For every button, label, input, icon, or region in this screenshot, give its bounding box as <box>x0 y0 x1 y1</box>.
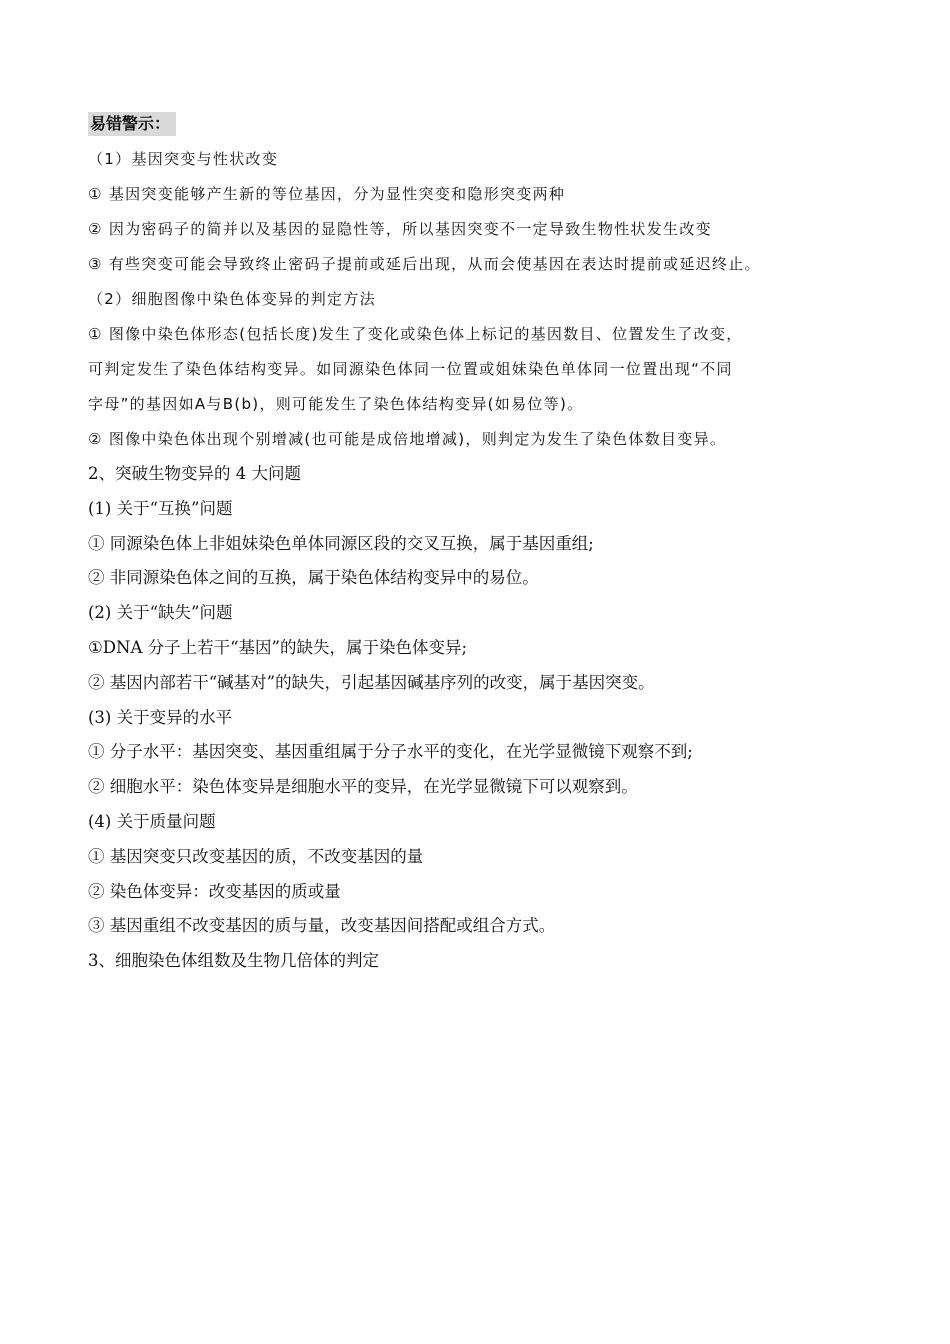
document-page <box>88 112 888 979</box>
body-line: ①DNA 分子上若干“基因”的缺失，属于染色体变异; <box>88 637 468 657</box>
warning-section <box>88 112 888 457</box>
body-line: ① 同源染色体上非姐妹染色单体同源区段的交叉互换，属于基因重组; <box>88 533 594 553</box>
body-line: ② 基因内部若干“碱基对”的缺失，引起基因碱基序列的改变，属于基因突变。 <box>88 672 655 692</box>
body-line: ③ 基因重组不改变基因的质与量，改变基因间搭配或组合方式。 <box>88 916 556 936</box>
warning-line: 可判定发生了染色体结构变异。如同源染色体同一位置或姐妹染色单体同一位置出现“不同 <box>88 360 733 378</box>
warning-line: ② 因为密码子的简并以及基因的显隐性等，所以基因突变不一定导致生物性状发生改变 <box>88 220 712 238</box>
subsection-heading: (4) 关于质量问题 <box>88 811 216 831</box>
body-line: ② 非同源染色体之间的互换，属于染色体结构变异中的易位。 <box>88 568 539 588</box>
warning-line: ③ 有些突变可能会导致终止密码子提前或延后出现，从而会使基因在表达时提前或延迟终止。 <box>88 255 761 273</box>
subsection-heading: (2) 关于“缺失”问题 <box>88 603 233 623</box>
body-line: ① 分子水平：基因突变、基因重组属于分子水平的变化，在光学显微镜下观察不到; <box>88 742 693 762</box>
section-heading: 3、细胞染色体组数及生物几倍体的判定 <box>88 951 379 971</box>
warning-heading: 易错警示： <box>88 112 176 136</box>
warning-line: ② 图像中染色体出现个别增减(也可能是成倍地增减)，则判定为发生了染色体数目变异。 <box>88 430 727 448</box>
section-heading: 2、突破生物变异的 4 大问题 <box>88 464 301 483</box>
warning-line: ① 图像中染色体形态(包括长度)发生了变化或染色体上标记的基因数目、位置发生了改变， <box>88 325 743 343</box>
warning-line: ① 基因突变能够产生新的等位基因，分为显性突变和隐形突变两种 <box>88 185 566 203</box>
warning-line: 字母”的基因如A与B(b)，则可能发生了染色体结构变异(如易位等)。 <box>88 395 584 413</box>
body-line: ① 基因突变只改变基因的质，不改变基因的量 <box>88 846 424 866</box>
body-line: ② 染色体变异：改变基因的质或量 <box>88 881 341 901</box>
subsection-heading: (3) 关于变异的水平 <box>88 707 233 727</box>
main-section <box>88 457 888 979</box>
subsection-heading: (1) 关于“互换”问题 <box>88 498 233 518</box>
warning-line: （1）基因突变与性状改变 <box>88 150 279 168</box>
warning-line: （2）细胞图像中染色体变异的判定方法 <box>88 290 376 308</box>
body-line: ② 细胞水平：染色体变异是细胞水平的变异，在光学显微镜下可以观察到。 <box>88 777 638 797</box>
